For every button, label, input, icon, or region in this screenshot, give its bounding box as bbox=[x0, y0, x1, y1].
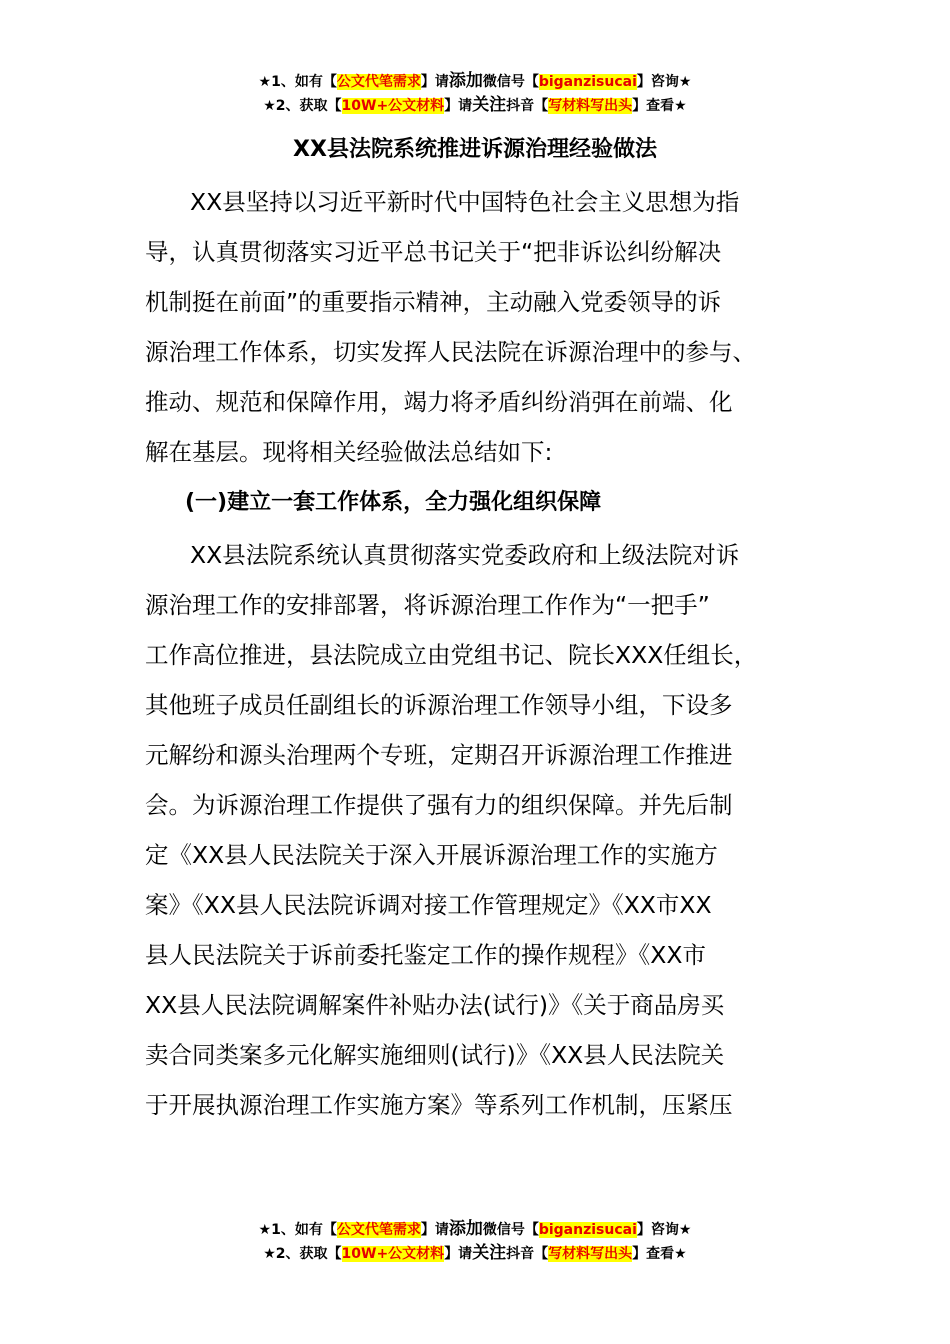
paragraph-line: XX县坚持以习近平新时代中国特色社会主义思想为指 bbox=[190, 188, 740, 216]
banner-emphasis: 关注 bbox=[472, 1243, 507, 1263]
banner-text: ★1、如有【 bbox=[258, 74, 337, 90]
paragraph-line: 其他班子成员任副组长的诉源治理工作领导小组，下设多 bbox=[145, 691, 733, 719]
paragraph-line: 于开展执源治理工作实施方案》等系列工作机制，压紧压 bbox=[145, 1091, 733, 1119]
banner-emphasis: 添加 bbox=[448, 71, 483, 91]
banner-text: ★2、获取【 bbox=[263, 1246, 342, 1262]
footer-banner bbox=[0, 1218, 950, 1266]
highlight-douyin-account: 写材料写出头 bbox=[548, 98, 633, 114]
banner-line-1 bbox=[0, 70, 950, 94]
paragraph-line: 元解纷和源头治理两个专班，定期召开诉源治理工作推进 bbox=[145, 741, 733, 769]
highlight-wechat-id: biganzisucai bbox=[538, 1222, 637, 1238]
highlight-service: 公文代笔需求 bbox=[336, 1222, 421, 1238]
banner-line-2 bbox=[0, 94, 950, 118]
paragraph-line: XX县法院系统认真贯彻落实党委政府和上级法院对诉 bbox=[190, 541, 740, 569]
banner-line-1 bbox=[0, 1218, 950, 1242]
banner-line-2 bbox=[0, 1242, 950, 1266]
banner-text: ★1、如有【 bbox=[258, 1222, 337, 1238]
banner-emphasis: 添加 bbox=[448, 1219, 483, 1239]
paragraph-line: 案》《XX县人民法院诉调对接工作管理规定》《XX市XX bbox=[145, 891, 712, 919]
highlight-wechat-id: biganzisucai bbox=[538, 74, 637, 90]
highlight-materials: 10W+公文材料 bbox=[341, 98, 445, 114]
banner-text: 】查看★ bbox=[632, 98, 687, 114]
banner-text: 】请 bbox=[444, 1246, 473, 1262]
banner-text: 】查看★ bbox=[632, 1246, 687, 1262]
banner-text: ★2、获取【 bbox=[263, 98, 342, 114]
banner-text: 抖音【 bbox=[506, 98, 549, 114]
paragraph-line: 会。为诉源治理工作提供了强有力的组织保障。并先后制 bbox=[145, 791, 733, 819]
paragraph-intro bbox=[145, 177, 817, 477]
banner-emphasis: 关注 bbox=[472, 95, 507, 115]
banner-text: 微信号【 bbox=[482, 1222, 539, 1238]
paragraph-line: 推动、规范和保障作用，竭力将矛盾纠纷消弭在前端、化 bbox=[145, 388, 733, 416]
paragraph-line: 卖合同类案多元化解实施细则(试行)》《XX县人民法院关 bbox=[145, 1041, 725, 1069]
highlight-materials: 10W+公文材料 bbox=[341, 1246, 445, 1262]
paragraph-line: 定《XX县人民法院关于深入开展诉源治理工作的实施方 bbox=[145, 841, 718, 869]
highlight-douyin-account: 写材料写出头 bbox=[548, 1246, 633, 1262]
paragraph-line: 源治理工作的安排部署，将诉源治理工作作为“一把手” bbox=[145, 591, 710, 619]
section-heading: (一)建立一套工作体系，全力强化组织保障 bbox=[185, 490, 602, 515]
paragraph-line: 导，认真贯彻落实习近平总书记关于“把非诉讼纠纷解决 bbox=[145, 238, 722, 266]
paragraph-line: XX县人民法院调解案件补贴办法(试行)》《关于商品房买 bbox=[145, 991, 725, 1019]
banner-text: 抖音【 bbox=[506, 1246, 549, 1262]
paragraph-section-1 bbox=[145, 530, 817, 1130]
paragraph-line: 源治理工作体系，切实发挥人民法院在诉源治理中的参与、 bbox=[145, 338, 756, 366]
highlight-service: 公文代笔需求 bbox=[336, 74, 421, 90]
banner-text: 】咨询★ bbox=[636, 1222, 692, 1238]
banner-text: 】咨询★ bbox=[636, 74, 692, 90]
banner-text: 】请 bbox=[420, 74, 449, 90]
header-banner bbox=[0, 70, 950, 118]
paragraph-line: 县人民法院关于诉前委托鉴定工作的操作规程》《XX市 bbox=[145, 941, 706, 969]
banner-text: 微信号【 bbox=[482, 74, 539, 90]
paragraph-line: 解在基层。现将相关经验做法总结如下: bbox=[145, 438, 553, 466]
banner-text: 】请 bbox=[444, 98, 473, 114]
paragraph-line: 机制挺在前面”的重要指示精神，主动融入党委领导的诉 bbox=[145, 288, 722, 316]
document-title: XX县法院系统推进诉源治理经验做法 bbox=[293, 137, 657, 162]
paragraph-line: 工作高位推进，县法院成立由党组书记、院长XXX任组长， bbox=[145, 641, 758, 669]
banner-text: 】请 bbox=[420, 1222, 449, 1238]
